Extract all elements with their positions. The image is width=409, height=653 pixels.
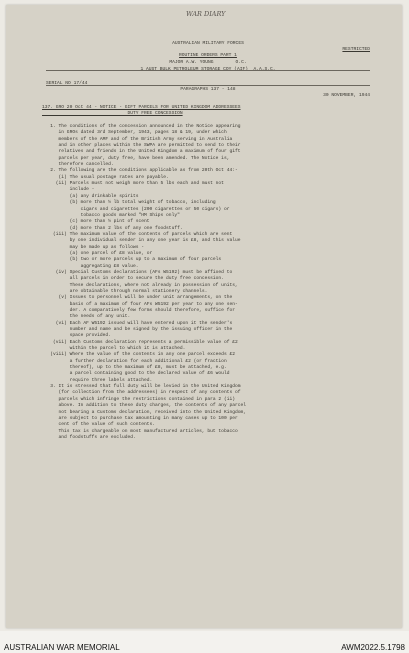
body-line: 1. The conditions of the concession announced in the Notice appearing [42, 124, 241, 130]
body-line: parcels per year, duty free, have been amended. The Notice is, [42, 155, 230, 161]
paragraphs: PARAGRAPHS 137 - 148 [180, 87, 236, 92]
body-line: may be made up as follows - [42, 244, 144, 250]
body-line: (iv) Special Customs declarations (AFs W5192) must be affixed to [42, 269, 233, 275]
body-line: (b) two or more parcels up to a maximum of four parcels [42, 257, 222, 263]
body-line: members of the AMF and of the British Army serving in Australia [42, 136, 233, 142]
header-row-5 [46, 75, 370, 105]
body-line: (c) more than ½ pint of scent [42, 219, 150, 225]
order-body [42, 105, 377, 441]
divider-top [46, 70, 370, 71]
footer-accession: AWM2022.5.1798 [341, 643, 405, 652]
body-line: relatives and friends in the United Kingdom a maximum of four gift [42, 149, 241, 155]
body-line: der. A comparatively few forms should therefore, suffice for [42, 308, 235, 313]
body-line: 137. GRO 20 Oct 44 - NOTICE - GIFT PARCELS FOR UNITED KINGDOM ADDRESSEES [42, 105, 241, 110]
body-line: and foodstuffs are excluded. [42, 434, 136, 440]
unit-name: 1 AUST BULK PETROLEUM STORAGE COY (AIF) A.A.S.C. [140, 67, 276, 72]
body-line: in GROs dated 3rd September, 1943, pages 18 & 19, under which [42, 130, 227, 136]
body-line: (ii) Parcels must not weigh more than 5 lbs each and must not [42, 181, 224, 187]
body-line: include - [42, 187, 95, 193]
body-line: number and name and be signed by the issuing officer in the [42, 327, 233, 333]
body-line: (i) The usual postage rates are payable. [42, 174, 169, 180]
officer: MAJOR A.W. YOUNG O.C. [169, 60, 247, 65]
body-line: (a) any drinkable spirits [42, 193, 139, 199]
body-line: all parcels in order to secure the duty free concession. [42, 276, 224, 282]
serial-number: SERIAL NO 17/44 [46, 81, 88, 86]
body-line: (b) more than ½ lb total weight of tobacco, including [42, 200, 216, 206]
body-line: parcels which infringe the restrictions contained in para 2 (ii) [42, 396, 235, 402]
classification: RESTRICTED [342, 47, 370, 52]
document-page [6, 5, 402, 628]
body-line: not bearing a Customs declaration, received into the United Kingdom, [42, 409, 246, 415]
body-line: (v) Issues to personnel will be under unit arrangements, on the [42, 295, 233, 301]
divider-bottom [46, 85, 370, 86]
body-line: cigars and cigarettes (200 cigarettes or 50 cigars) or [42, 206, 230, 212]
body-line: require three labels attached. [42, 377, 153, 383]
body-line: by one individual sender in any one year is £8, and this value [42, 238, 241, 244]
body-line: basis of a maximum of four AFs W5192 per year to any one sen- [42, 301, 238, 307]
body-line: (vii) Each Customs declaration represents a permissible value of £2 [42, 339, 238, 345]
body-line: (a) one parcel of £8 value, or [42, 250, 153, 256]
body-line: (for collection from the addressees) in respect of any contents of [42, 390, 241, 396]
body-line: (vi) Each AF W5192 issued will have entered upon it the sender's [42, 320, 233, 326]
body-line: are subject to purchase tax amounting in many cases up to 100 per [42, 415, 238, 421]
orders-title: ROUTINE ORDERS PART 1 [179, 53, 237, 58]
body-line: above. In addition to these duty charges, the contents of any parcel [42, 403, 246, 409]
body-line: These declarations, where not already in possession of units, [42, 282, 238, 288]
body-line: cent of the value of such contents. [42, 422, 156, 428]
body-line: within the parcel to which it is attached. [42, 346, 186, 352]
body-line: a further declaration for each additional £2 (or fraction [42, 358, 227, 364]
body-line: 3. It is stressed that full duty will be levied in the United Kingdom [42, 384, 241, 390]
body-line: tobacco goods marked "HM Ships only" [42, 212, 180, 218]
body-line: 2. The following are the conditions applicable as from 20th Oct 44:- [42, 168, 238, 174]
body-line: (d) more than 2 lbs of any one foodstuff. [42, 225, 183, 231]
issue-date: 30 NOVEMBER, 1944 [323, 93, 370, 98]
body-line: are obtainable through normal stationery channels. [42, 288, 208, 294]
body-line: therefore cancelled. [42, 162, 114, 168]
force-title: AUSTRALIAN MILITARY FORCES [172, 41, 244, 46]
body-line: aggregating £8 value. [42, 263, 139, 269]
footer-bar [0, 631, 409, 653]
body-line: the needs of any unit. [42, 314, 131, 320]
footer-source: AUSTRALIAN WAR MEMORIAL [4, 643, 120, 652]
handwritten-annotation: WAR DIARY [186, 10, 226, 18]
body-line: space provided. [42, 333, 111, 339]
body-line: (iii) The maximum value of the contents of parcels which are sent [42, 231, 233, 237]
body-line: and in other places within the SWPA are permitted to send to their [42, 143, 241, 149]
body-line: thereof), up to the maximum of £8, must be attached, e.g. [42, 365, 227, 371]
body-line: a parcel containing good to the declared value of £6 would [42, 371, 230, 377]
body-line: DUTY FREE CONCESSION [42, 111, 183, 117]
body-line: This tax is chargeable on most manufactured articles, but tobacco [42, 428, 238, 434]
body-line: (viii) Where the value of the contents in any one parcel exceeds £2 [42, 352, 235, 358]
